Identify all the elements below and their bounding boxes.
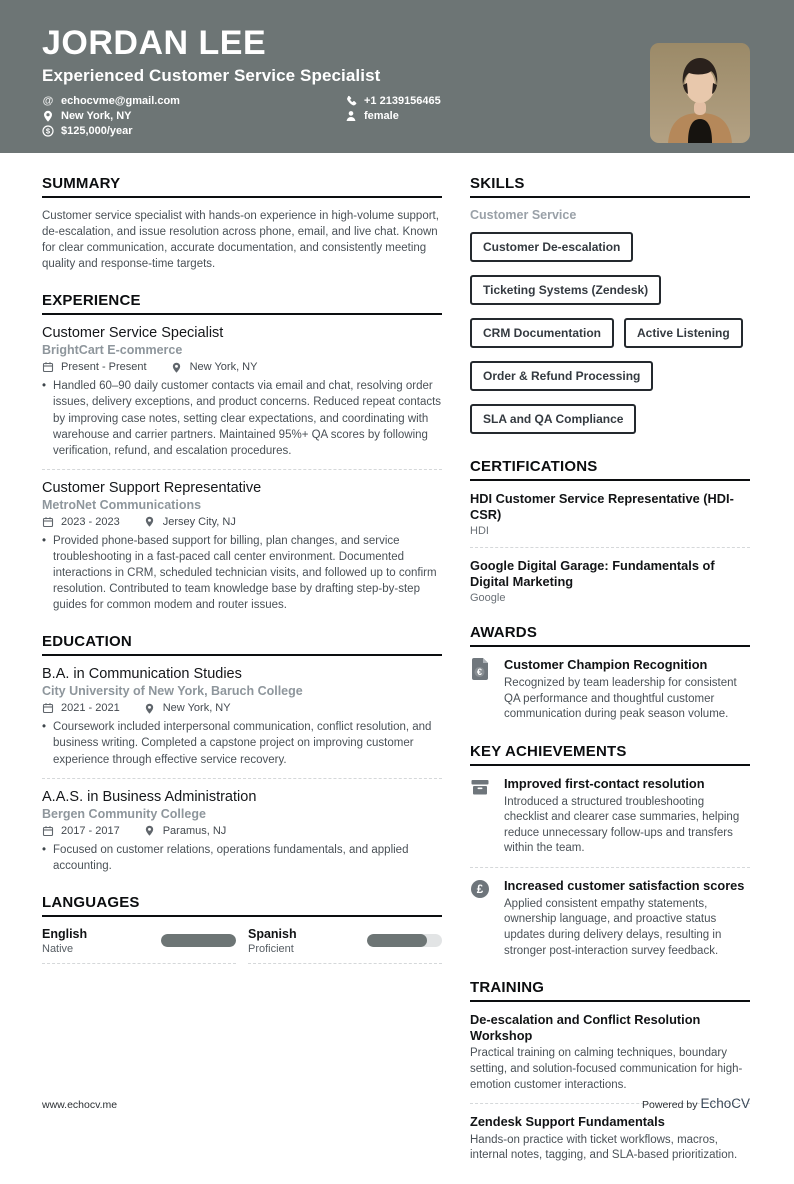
certification-title: Google Digital Garage: Fundamentals of Digital Marketing [470, 558, 715, 589]
education-section [42, 633, 442, 873]
calendar-icon [42, 516, 54, 528]
job-dates: Present - Present [61, 361, 147, 374]
summary-section [42, 175, 442, 272]
degree-dates: 2017 - 2017 [61, 824, 120, 837]
education-item: B.A. in Communication Studies City University of New York, Baruch College 2021 - 2021 New York, NY • Coursework included interpersonal communication, conflict resolution, and business writing. Completed a capstone project on improving customer experience through effective service recovery. [42, 666, 442, 767]
location-pin-icon [171, 361, 183, 373]
award-item [470, 657, 750, 722]
svg-text:£: £ [476, 884, 484, 897]
certification-issuer: Google [470, 592, 506, 605]
job-dates: 2023 - 2023 [61, 515, 120, 528]
language-item [248, 927, 442, 964]
dollar-circle-icon [42, 125, 54, 137]
language-level: Proficient [248, 942, 294, 955]
certifications-heading: CERTIFICATIONS [470, 458, 750, 481]
experience-item: Customer Service Specialist BrightCart E-commerce Present - Present New York, NY • Handled 60–90 daily customer contacts via email and chat, resolving order issues, delivery exceptions, and product concerns. Reduced repeat contacts by improving case notes, setting clear expectations, and coordinating with warehouse and carrier partners. Maintained 95%+ QA scores by following verification, refund, and escalation procedures. [42, 325, 442, 458]
skill-chip: Customer De-escalation [470, 232, 633, 262]
summary-text: Customer service specialist with hands-on experience in high-volume support, de-escalation, and issue resolution across phone, email, and live chat. Known for clear communication, accurate documentation, and consistently meeting quality and response-time targets. [42, 210, 439, 271]
contact-phone[interactable] [345, 95, 441, 107]
language-name: English [42, 926, 88, 941]
language-level: Native [42, 942, 74, 955]
location-pin-icon [42, 110, 54, 122]
achievement-description: Introduced a structured troubleshooting checklist and clearer case summaries, helping reduce unnecessary follow-ups and transfers within the team. [504, 795, 740, 855]
degree-location: New York, NY [162, 702, 231, 715]
job-bullet: Handled 60–90 daily customer contacts via email and chat, resolving order issues, delivery exceptions, and product concerns. Reduced repeat contacts by improving case notes, setting clear expectations, and coordinating with warehouse and carrier partners. Maintained 95%+ QA scores by following verification, refund, and escalation procedures. [53, 380, 442, 457]
job-bullet: Provided phone-based support for billing, plan changes, and service troubleshooting in a fast-paced call center environment. Documented interactions in CRM, scheduled technician visits, and followed up to confirm resolution. Contributed to team knowledge base by drafting step-by-step guides for common modem and router issues. [53, 534, 437, 612]
dashed-divider [470, 547, 750, 548]
achievement-title: Increased customer satisfaction scores [504, 878, 745, 894]
svg-text:$: $ [45, 126, 51, 136]
skills-heading: SKILLS [470, 175, 750, 198]
file-euro-icon [470, 657, 494, 722]
candidate-headline: Experienced Customer Service Specialist [42, 65, 381, 85]
education-item: A.A.S. in Business Administration Bergen Community College 2017 - 2017 Paramus, NJ • Focused on customer relations, operations fundamentals, and applied accounting. [42, 789, 442, 874]
contact-location [42, 110, 345, 122]
contact-gender-text: female [364, 109, 399, 122]
powered-by-label: Powered by [642, 1099, 698, 1111]
training-description: Practical training on calming techniques, boundary setting, and solution-focused communication for high-emotion customer interactions. [470, 1047, 743, 1091]
pound-circle-icon [470, 878, 494, 959]
language-proficiency-bar [367, 934, 442, 947]
header [0, 0, 794, 153]
job-title: Customer Support Representative [42, 479, 262, 496]
brand-name: EchoCV [700, 1096, 750, 1111]
archive-box-icon [470, 776, 494, 857]
achievement-item [470, 776, 750, 857]
training-title: De-escalation and Conflict Resolution Workshop [470, 1012, 701, 1043]
profile-photo [650, 43, 750, 143]
language-proficiency-bar [161, 934, 236, 947]
skill-chip: Ticketing Systems (Zendesk) [470, 275, 661, 305]
job-location: Jersey City, NJ [162, 515, 236, 528]
certification-issuer: HDI [470, 525, 489, 538]
skill-chip: CRM Documentation [470, 318, 614, 348]
person-icon [345, 110, 357, 122]
degree-dates: 2021 - 2021 [61, 702, 120, 715]
experience-section [42, 292, 442, 613]
degree-bullet: Coursework included interpersonal communication, conflict resolution, and business writing. Completed a capstone project on improving customer experience through effective service recovery. [53, 721, 432, 766]
experience-item: Customer Support Representative MetroNet Communications 2023 - 2023 Jersey City, NJ • Provided phone-based support for billing, plan changes, and service troubleshooting in a fast-paced call center environment. Documented interactions in CRM, scheduled technician visits, and followed up to confirm resolution. Contributed to team knowledge base by drafting step-by-step guides for common modem and router issues. [42, 480, 442, 613]
skill-chip: Active Listening [624, 318, 743, 348]
achievements-section [470, 743, 750, 959]
achievement-item [470, 878, 750, 959]
right-column [470, 175, 750, 1184]
training-item [470, 1114, 750, 1164]
degree-bullet: Focused on customer relations, operations fundamentals, and applied accounting. [53, 843, 409, 872]
location-pin-icon [144, 825, 156, 837]
degree-title: B.A. in Communication Studies [42, 666, 242, 683]
footer [42, 1095, 750, 1113]
contact-salary-text: $125,000/year [61, 124, 133, 137]
skills-section [470, 175, 750, 434]
calendar-icon [42, 702, 54, 714]
degree-location: Paramus, NJ [162, 824, 227, 837]
svg-text:€: € [476, 667, 483, 678]
training-title: Zendesk Support Fundamentals [470, 1114, 665, 1130]
dashed-divider [470, 867, 750, 868]
main-content [0, 153, 794, 1184]
job-title: Customer Service Specialist [42, 325, 224, 342]
training-heading: TRAINING [470, 979, 750, 1002]
languages-heading: LANGUAGES [42, 894, 442, 917]
company-name: MetroNet Communications [42, 497, 202, 512]
training-item [470, 1012, 750, 1093]
phone-icon [345, 95, 357, 107]
awards-section [470, 624, 750, 722]
certification-item [470, 491, 750, 537]
contact-location-text: New York, NY [61, 109, 132, 122]
summary-heading: SUMMARY [42, 175, 442, 198]
company-name: BrightCart E-commerce [42, 343, 183, 358]
award-title: Customer Champion Recognition [504, 657, 708, 673]
certification-title: HDI Customer Service Representative (HDI-CSR) [470, 491, 734, 522]
training-section [470, 979, 750, 1164]
school-name: Bergen Community College [42, 806, 206, 821]
certification-item [470, 558, 750, 604]
training-description: Hands-on practice with ticket workflows, macros, internal notes, tagging, and SLA-based prioritization. [470, 1133, 738, 1162]
job-location: New York, NY [189, 361, 258, 374]
dashed-divider [42, 778, 442, 779]
contact-salary [42, 125, 345, 137]
skill-chip: Order & Refund Processing [470, 361, 653, 391]
skill-category: Customer Service [470, 208, 577, 222]
calendar-icon [42, 361, 54, 373]
degree-title: A.A.S. in Business Administration [42, 788, 257, 805]
certifications-section [470, 458, 750, 604]
awards-heading: AWARDS [470, 624, 750, 647]
contact-info [42, 95, 750, 137]
skill-chip: SLA and QA Compliance [470, 404, 636, 434]
education-heading: EDUCATION [42, 633, 442, 656]
contact-email-text: echocvme@gmail.com [61, 94, 180, 107]
contact-gender [345, 110, 441, 122]
languages-section [42, 894, 442, 964]
calendar-icon [42, 825, 54, 837]
left-column [42, 175, 442, 1184]
language-item [42, 927, 236, 964]
school-name: City University of New York, Baruch College [42, 684, 303, 699]
location-pin-icon [144, 702, 156, 714]
contact-phone-text: +1 2139156465 [364, 94, 441, 107]
at-sign-icon: @ [42, 94, 54, 107]
award-description: Recognized by team leadership for consistent QA performance and thoughtful customer communication during peak season volume. [504, 677, 737, 721]
achievement-title: Improved first-contact resolution [504, 775, 705, 791]
language-name: Spanish [248, 926, 297, 941]
achievement-description: Applied consistent empathy statements, ownership language, and proactive status updates during delivery delays, resulting in stronger post-interaction survey feedback. [504, 897, 722, 957]
location-pin-icon [144, 516, 156, 528]
contact-email[interactable] [42, 95, 345, 107]
experience-heading: EXPERIENCE [42, 292, 442, 315]
achievements-heading: KEY ACHIEVEMENTS [470, 743, 750, 766]
footer-url[interactable]: www.echocv.me [42, 1099, 118, 1111]
dashed-divider [42, 469, 442, 470]
candidate-name: JORDAN LEE [42, 24, 267, 62]
